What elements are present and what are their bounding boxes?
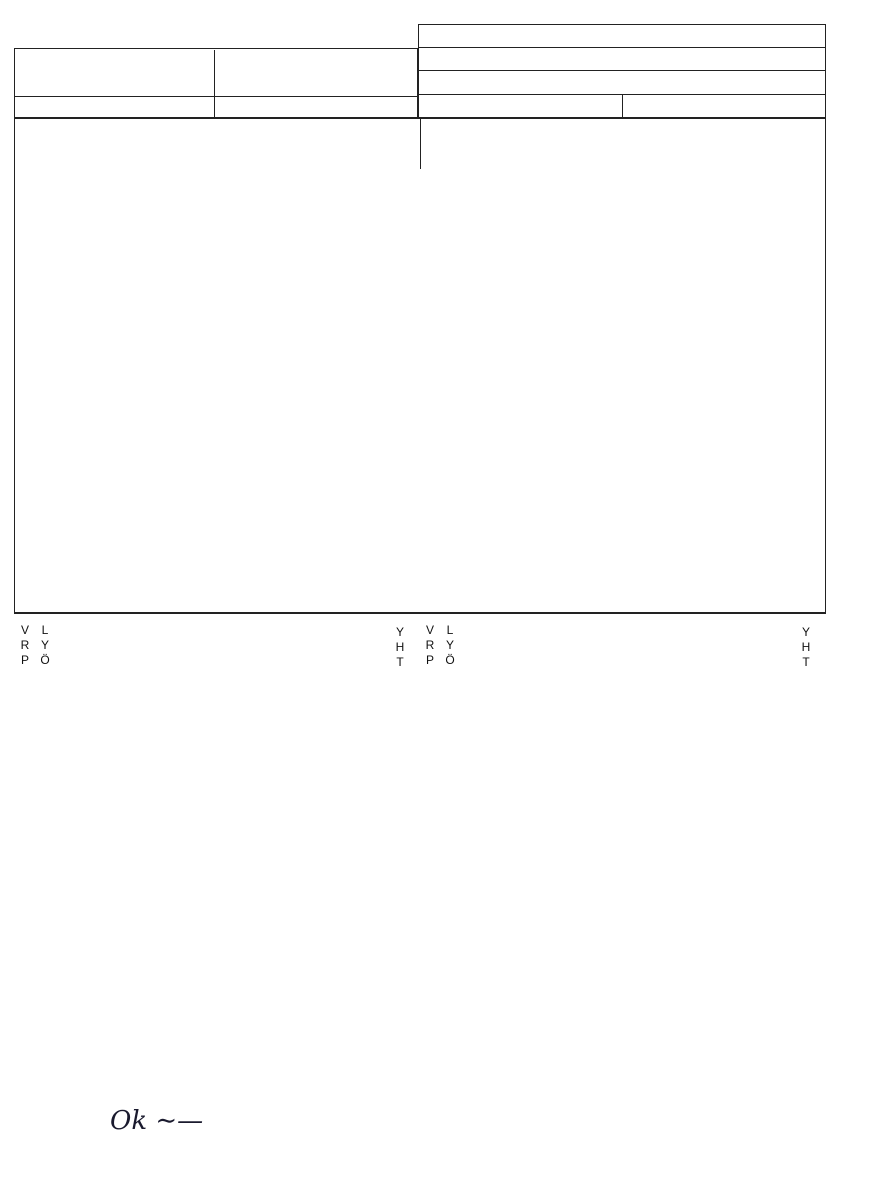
home-lyo-header: L Y Ö (40, 623, 50, 667)
home-yht-header: Y H T (395, 625, 405, 669)
away-yht-header: Y H T (801, 625, 811, 669)
sign-away-mark: Ok ∼— (110, 1106, 204, 1136)
home-vrp-header: V R P (20, 623, 30, 667)
away-vrp-header: V R P (425, 623, 435, 667)
away-lyo-header: L Y Ö (445, 623, 455, 667)
